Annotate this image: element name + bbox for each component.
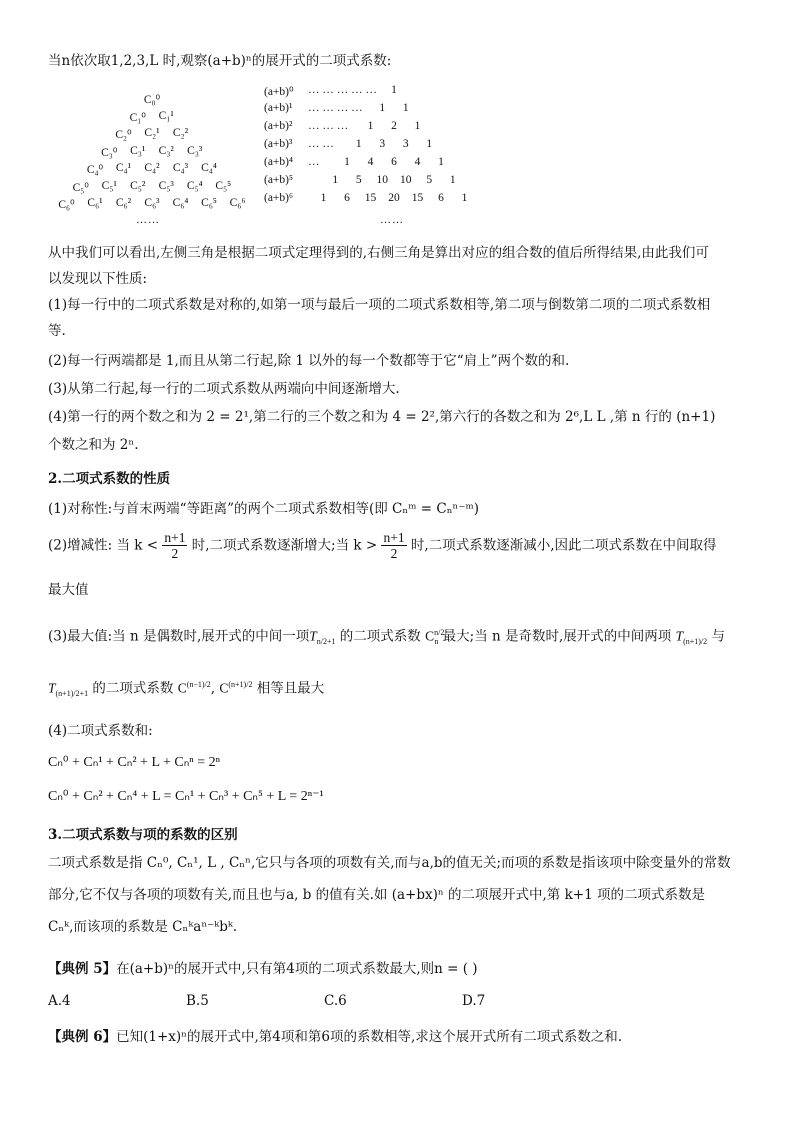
row-expression: (a+b)⁴	[264, 156, 294, 168]
binomial-coefficient: C₆²	[115, 197, 132, 209]
coefficient-value: 4	[414, 156, 421, 168]
sum-equation-2: Cₙ⁰ + Cₙ² + Cₙ⁴ + L = Cₙ¹ + Cₙ³ + Cₙ⁵ + L = 2ⁿ⁻¹	[48, 789, 324, 804]
binomial-coefficient: C₂¹	[144, 127, 160, 139]
binomial-coefficient: C₁¹	[158, 109, 174, 122]
coefficient-value: 1	[461, 192, 468, 204]
symmetry-line: (1)对称性:与首末两端“等距离”的两个二项式系数相等(即 Cₙᵐ = Cₙⁿ⁻ᵐ)	[48, 501, 480, 517]
binomial-coefficient: C₅²	[130, 179, 146, 192]
binomial-coefficient: C₆³	[144, 197, 160, 209]
fraction-1: $\frac{n+1}{2}$	[164, 530, 186, 561]
binomial-coefficient: C₆⁵	[201, 197, 217, 209]
monotonic-post: 时,二项式系数逐渐减小,因此二项式系数在中间取得	[410, 537, 717, 554]
coefficient-value: 1	[438, 156, 444, 168]
binomial-coefficient: C₄⁴	[201, 162, 217, 174]
property-4b: 个数之和为 2ⁿ.	[48, 437, 139, 453]
monotonic-pre: (2)增减性: 当 k <	[48, 537, 159, 554]
coefficient-value: 4	[367, 156, 374, 168]
coefficient-value: 6	[438, 192, 444, 204]
coefficient-value: 1	[332, 174, 339, 186]
coefficient-value: 1	[402, 102, 409, 114]
coefficient-value: 6	[344, 192, 350, 204]
coefficient-value: 3	[402, 138, 409, 150]
row-leader-dots: …	[308, 156, 320, 168]
coefficient-value: 1	[414, 120, 421, 132]
coefficient-value: 15	[364, 192, 377, 204]
option-d: D.7	[462, 993, 486, 1009]
section-3-line-c: Cₙᵏ,而该项的系数是 Cₙᵏaⁿ⁻ᵏbᵏ.	[48, 919, 238, 935]
coefficient-value: 1	[355, 138, 362, 150]
section-2-title: 2.二项式系数的性质	[48, 471, 171, 487]
left-triangle-dots: ……	[136, 214, 160, 226]
right-triangle-dots: ……	[380, 214, 404, 226]
property-1a: (1)每一行中的二项式系数是对称的,如第一项与最后一项的二项式系数相等,第二项与倒数第二项的二项式系数相	[48, 297, 711, 313]
binomial-coefficient: C₃¹	[130, 144, 146, 157]
binomial-coefficient: C₀⁰	[143, 94, 161, 106]
coefficient-value: 5	[426, 174, 433, 186]
example-5: 【典例 5】在(a+b)ⁿ的展开式中,只有第4项的二项式系数最大,则n = ( )	[48, 961, 478, 977]
row-expression: (a+b)²	[264, 120, 293, 132]
coefficient-value: 6	[391, 156, 397, 168]
coefficient-value: 2	[391, 120, 397, 132]
section-3-line-b: 部分,它不仅与各项的项数有关,而且也与a, b 的值有关.如 (a+bx)ⁿ 的二项展开式中,第 k+1 项的二项式系数是	[48, 887, 705, 903]
coefficient-value: 10	[376, 174, 388, 186]
binomial-coefficient: C₄⁰	[86, 164, 104, 176]
para1: 从中我们可以看出,左侧三角是根据二项式定理得到的,右侧三角是算出对应的组合数的值后所得结果,由此我们可	[48, 245, 709, 261]
max-value-line-2: $T_{(n+1)/2+1}$ 的二项式系数 $C^{(n-1)/2}$, $C^{(n+1)/2}$ 相等且最大	[48, 680, 325, 699]
intro-line: 当n依次取1,2,3,L 时,观察(a+b)ⁿ的展开式的二项式系数:	[48, 53, 392, 69]
binomial-coefficient: C₄³	[172, 162, 189, 174]
property-4a: (4)第一行的两个数之和为 2 = 2¹,第二行的三个数之和为 4 = 2²,第六行的各数之和为 2⁶,L L ,第 n 行的 (n+1)	[48, 409, 716, 425]
binomial-coefficient: C₃³	[187, 144, 203, 157]
binomial-coefficient: C₂⁰	[115, 129, 132, 141]
binomial-coefficient: C₂²	[172, 127, 189, 139]
example-6: 【典例 6】已知(1+x)ⁿ的展开式中,第4项和第6项的系数相等,求这个展开式所有二项式系数之和.	[48, 1029, 623, 1045]
row-expression: (a+b)⁵	[264, 174, 294, 186]
coefficient-value: 1	[379, 102, 386, 114]
binomial-coefficient: C₆⁶	[229, 197, 246, 209]
binomial-coefficient: C₁⁰	[129, 111, 146, 124]
section-3-line-a: 二项式系数是指 Cₙ⁰, Cₙ¹, L , Cₙⁿ,它只与各项的项数有关,而与a,b的值无关;而项的系数是指该项中除变量外的常数	[48, 855, 731, 871]
option-a: A.4	[48, 993, 71, 1009]
section-3-title: 3.二项式系数与项的系数的区别	[48, 827, 238, 843]
binomial-coefficient: C₄¹	[115, 162, 132, 174]
binomial-coefficient: C₆¹	[87, 197, 103, 209]
monotonic-mid: 时,二项式系数逐渐增大;当 k >	[191, 537, 378, 554]
row-expression: (a+b)⁶	[264, 192, 294, 204]
option-c: C.6	[324, 993, 347, 1009]
row-expression: (a+b)¹	[264, 102, 293, 114]
property-1b: 等.	[48, 323, 66, 339]
monotonic-line	[48, 530, 717, 566]
sum-equation-1: Cₙ⁰ + Cₙ¹ + Cₙ² + L + Cₙⁿ = 2ⁿ	[48, 755, 220, 770]
coefficient-value: 3	[379, 138, 386, 150]
binomial-coefficient: C₆⁰	[58, 199, 75, 211]
property-2: (2)每一行两端都是 1,而且从第二行起,除 1 以外的每一个数都等于它“肩上”两个数的和.	[48, 353, 570, 369]
coefficient-value: 1	[449, 174, 456, 186]
coefficient-value: 10	[400, 174, 412, 186]
binomial-coefficient: C₅⁴	[186, 179, 203, 192]
binomial-coefficient: C₆⁴	[172, 197, 189, 209]
para1b: 以发现以下性质:	[48, 271, 148, 287]
row-leader-dots: … … …	[308, 120, 349, 132]
row-leader-dots: … … … … …	[308, 84, 377, 96]
row-leader-dots: … …	[308, 138, 334, 150]
max-value-word: 最大值	[48, 582, 89, 598]
option-b: B.5	[186, 993, 209, 1009]
coefficient-value: 20	[388, 192, 400, 204]
coefficient-value: 15	[411, 192, 424, 204]
coefficient-value: 1	[367, 120, 374, 132]
binomial-coefficient: C₅³	[158, 179, 174, 192]
binomial-coefficient: C₅⁰	[72, 181, 89, 194]
binomial-coefficient: C₅⁵	[215, 179, 232, 192]
sum-heading: (4)二项式系数和:	[48, 723, 153, 739]
coefficient-value: 1	[426, 138, 433, 150]
binomial-coefficient: C₄²	[144, 162, 160, 174]
coefficient-value: 1	[320, 192, 327, 204]
coefficient-value: 1	[344, 156, 350, 168]
binomial-coefficient: C₃⁰	[101, 146, 118, 159]
fraction-2: $\frac{n+1}{2}$	[383, 530, 405, 561]
row-leader-dots: … … … …	[308, 102, 363, 114]
property-3: (3)从第二行起,每一行的二项式系数从两端向中间逐渐增大.	[48, 381, 400, 397]
binomial-coefficient: C₅¹	[101, 179, 117, 192]
max-value-line-1: (3)最大值:当 n 是偶数时,展开式的中间一项$T_{n/2+1}$ 的二项式系数 $C^{n/2}_n$ 最大;当 n 是奇数时,展开式的中间两项 $T_{(n+1)/2}$ 与	[48, 628, 725, 647]
coefficient-value: 5	[355, 174, 362, 186]
binomial-coefficient: C₃²	[158, 144, 174, 157]
row-expression: (a+b)³	[264, 138, 293, 150]
coefficient-value: 1	[391, 84, 397, 96]
row-expression: (a+b)⁰	[264, 86, 294, 98]
